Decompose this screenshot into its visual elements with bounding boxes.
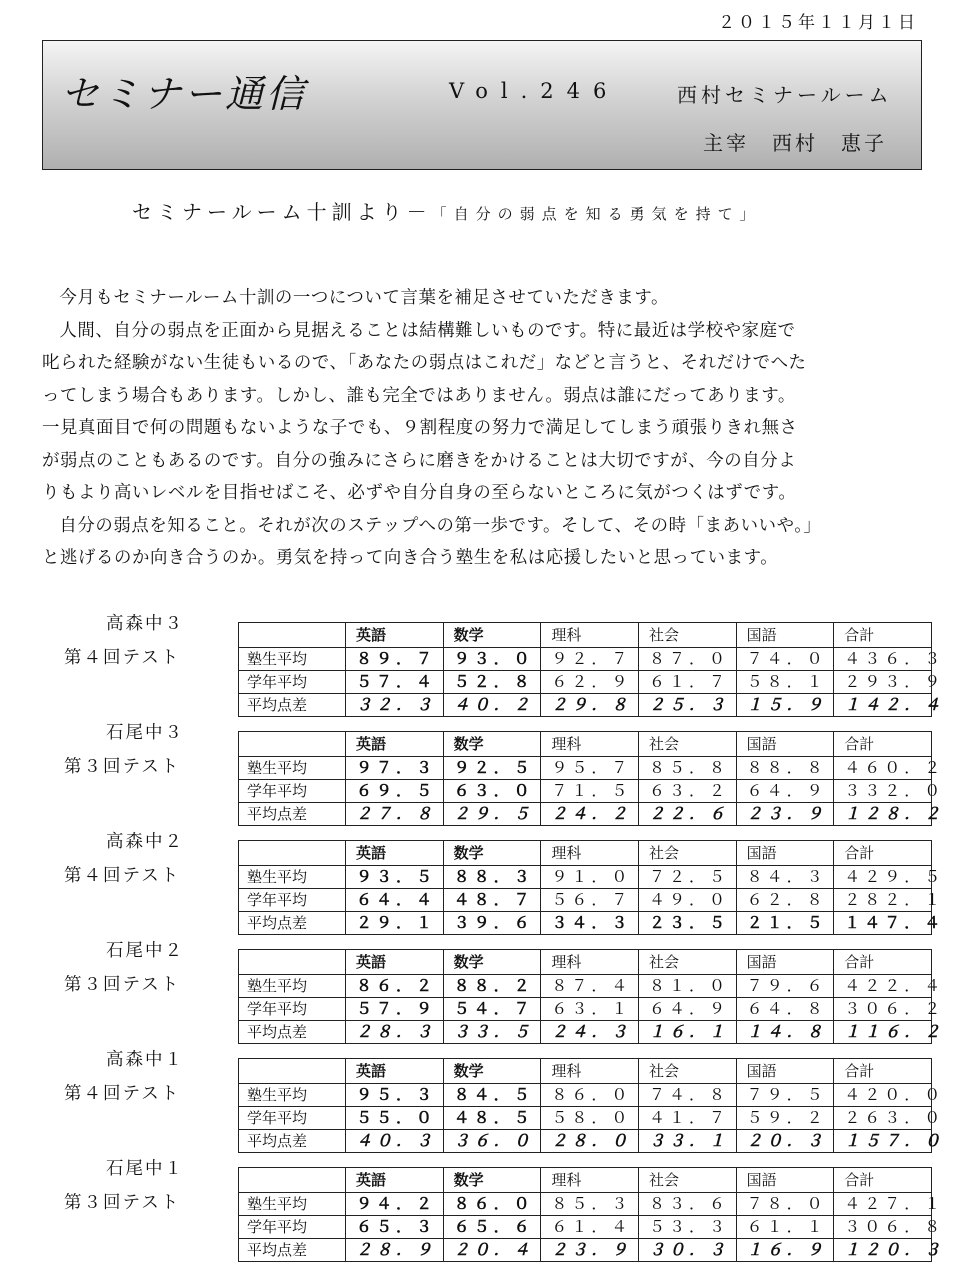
score-cell: ２４．２ xyxy=(541,803,639,826)
score-cell: ２３．９ xyxy=(736,803,834,826)
body-line: ってしまう場合もあります。しかし、誰も完全ではありません。弱点は誰にだってあります。 xyxy=(42,385,796,406)
article-heading-quote: 「自分の弱点を知る勇気を持て」 xyxy=(431,205,762,223)
subject-header: 数学 xyxy=(443,1059,541,1084)
score-cell: ６４．９ xyxy=(736,780,834,803)
score-cell: ４０．２ xyxy=(443,694,541,717)
body-line: と逃げるのか向き合うのか。勇気を持って向き合う塾生を私は応援したいと思っています。 xyxy=(42,548,779,568)
score-cell: ５４．７ xyxy=(443,998,541,1021)
table-row xyxy=(239,1216,932,1239)
score-cell: ４０．３ xyxy=(346,1130,444,1153)
row-label: 塾生平均 xyxy=(239,1193,346,1216)
score-cell: ７４．８ xyxy=(638,1084,736,1107)
score-cell: ６４．４ xyxy=(346,889,444,912)
table-header-row xyxy=(239,950,932,975)
score-cell: ８８．２ xyxy=(443,975,541,998)
header-blank-cell xyxy=(239,1168,346,1193)
body-line: りもより高いレベルを目指せばこそ、必ずや自分自身の至らないところに気がつくはずです。 xyxy=(42,483,797,503)
score-cell: ６５．６ xyxy=(443,1216,541,1239)
row-label: 学年平均 xyxy=(239,1216,346,1239)
score-cell: ８９．７ xyxy=(346,648,444,671)
table-row xyxy=(239,671,932,694)
table-row xyxy=(239,889,932,912)
subject-header: 数学 xyxy=(443,732,541,757)
score-cell: ２８．０ xyxy=(541,1130,639,1153)
table-row xyxy=(239,1084,932,1107)
score-cell: ４２０．０ xyxy=(834,1084,932,1107)
score-cell: ８４．３ xyxy=(736,866,834,889)
score-cell: ３４．３ xyxy=(541,912,639,935)
newsletter-header xyxy=(42,40,922,170)
subject-header: 理科 xyxy=(541,1059,639,1084)
score-cell: ７８．０ xyxy=(736,1193,834,1216)
score-table xyxy=(238,622,945,717)
score-cell: １４７．４ xyxy=(834,912,932,935)
subject-header: 社会 xyxy=(638,1059,736,1084)
score-cell: ９２．５ xyxy=(443,757,541,780)
score-cell: ６１．４ xyxy=(541,1216,639,1239)
subject-header: 数学 xyxy=(443,950,541,975)
row-label: 塾生平均 xyxy=(239,866,346,889)
subject-header: 合計 xyxy=(834,950,932,975)
table-header-row xyxy=(239,623,932,648)
header-blank-cell xyxy=(239,623,346,648)
table-row xyxy=(239,998,932,1021)
score-cell: ８１．０ xyxy=(638,975,736,998)
score-cell: １５７．０ xyxy=(834,1130,932,1153)
subject-header: 英語 xyxy=(346,1168,444,1193)
table-header-row xyxy=(239,841,932,866)
school-name: 高森中２ xyxy=(106,832,184,852)
score-cell: ４１．７ xyxy=(638,1107,736,1130)
score-cell: ５８．０ xyxy=(541,1107,639,1130)
score-cell: １５．９ xyxy=(736,694,834,717)
body-line: 叱られた経験がない生徒もいるので、「あなたの弱点はこれだ」などと言うと、それだけでへた xyxy=(42,353,807,373)
table-row xyxy=(239,1107,932,1130)
author-name: 主宰 西村 恵子 xyxy=(703,131,887,155)
score-cell: ２９．８ xyxy=(541,694,639,717)
row-label: 学年平均 xyxy=(239,1107,346,1130)
subject-header: 合計 xyxy=(834,1168,932,1193)
score-cell: ６２．８ xyxy=(736,889,834,912)
score-table xyxy=(238,840,945,935)
score-cell: １２０．３ xyxy=(834,1239,932,1262)
subject-header: 社会 xyxy=(638,841,736,866)
header-blank-cell xyxy=(239,732,346,757)
subject-header: 社会 xyxy=(638,732,736,757)
score-cell: ２０．４ xyxy=(443,1239,541,1262)
subject-header: 英語 xyxy=(346,623,444,648)
header-blank-cell xyxy=(239,841,346,866)
score-cell: ２８２．１ xyxy=(834,889,932,912)
row-label: 平均点差 xyxy=(239,1239,346,1262)
score-cell: ４２７．１ xyxy=(834,1193,932,1216)
table-header-row xyxy=(239,1168,932,1193)
score-cell: ９７．３ xyxy=(346,757,444,780)
score-cell: ６３．１ xyxy=(541,998,639,1021)
score-cell: ９５．７ xyxy=(541,757,639,780)
table-row xyxy=(239,866,932,889)
subject-header: 数学 xyxy=(443,1168,541,1193)
subject-header: 合計 xyxy=(834,1059,932,1084)
row-label: 塾生平均 xyxy=(239,648,346,671)
table-row xyxy=(239,975,932,998)
score-cell: １６．９ xyxy=(736,1239,834,1262)
score-cell: ５８．１ xyxy=(736,671,834,694)
subject-header: 理科 xyxy=(541,841,639,866)
score-cell: ８８．３ xyxy=(443,866,541,889)
test-name: 第４回テスト xyxy=(64,1084,181,1104)
row-label: 平均点差 xyxy=(239,803,346,826)
row-label: 学年平均 xyxy=(239,889,346,912)
score-table xyxy=(238,949,945,1044)
table-row xyxy=(239,757,932,780)
row-label: 学年平均 xyxy=(239,671,346,694)
subject-header: 社会 xyxy=(638,623,736,648)
subject-header: 英語 xyxy=(346,1059,444,1084)
score-cell: ８５．８ xyxy=(638,757,736,780)
organization-name: 西村セミナールーム xyxy=(677,83,893,107)
score-cell: ２６３．０ xyxy=(834,1107,932,1130)
row-label: 塾生平均 xyxy=(239,975,346,998)
score-cell: ４２２．４ xyxy=(834,975,932,998)
article-heading xyxy=(132,196,762,225)
subject-header: 数学 xyxy=(443,841,541,866)
subject-header: 理科 xyxy=(541,623,639,648)
score-cell: ６４．８ xyxy=(736,998,834,1021)
score-cell: ４３６．３ xyxy=(834,648,932,671)
score-cell: ７１．５ xyxy=(541,780,639,803)
score-cell: ８６．０ xyxy=(443,1193,541,1216)
body-line: 自分の弱点を知ること。それが次のステップへの第一歩です。そして、その時「まあいいや。」 xyxy=(59,515,822,536)
table-row xyxy=(239,1239,932,1262)
score-cell: ６４．９ xyxy=(638,998,736,1021)
subject-header: 理科 xyxy=(541,732,639,757)
score-cell: ４６０．２ xyxy=(834,757,932,780)
row-label: 塾生平均 xyxy=(239,1084,346,1107)
score-cell: ６３．２ xyxy=(638,780,736,803)
score-cell: ３０６．８ xyxy=(834,1216,932,1239)
table-row xyxy=(239,1130,932,1153)
score-cell: ３３２．０ xyxy=(834,780,932,803)
score-cell: ９３．５ xyxy=(346,866,444,889)
subject-header: 英語 xyxy=(346,950,444,975)
score-cell: ３２．３ xyxy=(346,694,444,717)
score-cell: ２９．１ xyxy=(346,912,444,935)
score-cell: ４２９．５ xyxy=(834,866,932,889)
table-row xyxy=(239,780,932,803)
table-row xyxy=(239,694,932,717)
table-row xyxy=(239,648,932,671)
subject-header: 英語 xyxy=(346,841,444,866)
test-name: 第４回テスト xyxy=(64,866,181,886)
row-label: 平均点差 xyxy=(239,1021,346,1044)
score-cell: ３９．６ xyxy=(443,912,541,935)
row-label: 平均点差 xyxy=(239,694,346,717)
score-cell: ７２．５ xyxy=(638,866,736,889)
score-cell: ４８．５ xyxy=(443,1107,541,1130)
score-cell: ５２．８ xyxy=(443,671,541,694)
subject-header: 理科 xyxy=(541,950,639,975)
score-cell: １２８．２ xyxy=(834,803,932,826)
subject-header: 合計 xyxy=(834,623,932,648)
score-cell: ５７．４ xyxy=(346,671,444,694)
subject-header: 数学 xyxy=(443,623,541,648)
score-cell: ２９３．９ xyxy=(834,671,932,694)
score-cell: ２４．３ xyxy=(541,1021,639,1044)
subject-header: 国語 xyxy=(736,623,834,648)
score-cell: ６９．５ xyxy=(346,780,444,803)
score-cell: ９２．７ xyxy=(541,648,639,671)
score-cell: ７４．０ xyxy=(736,648,834,671)
score-cell: ８７．４ xyxy=(541,975,639,998)
row-label: 学年平均 xyxy=(239,998,346,1021)
score-cell: ８７．０ xyxy=(638,648,736,671)
subject-header: 理科 xyxy=(541,1168,639,1193)
score-cell: ９１．０ xyxy=(541,866,639,889)
test-name: 第３回テスト xyxy=(64,1193,181,1213)
score-cell: ４９．０ xyxy=(638,889,736,912)
score-cell: ８３．６ xyxy=(638,1193,736,1216)
score-cell: ９４．２ xyxy=(346,1193,444,1216)
score-cell: ６５．３ xyxy=(346,1216,444,1239)
score-cell: ２８．９ xyxy=(346,1239,444,1262)
score-cell: ８６．２ xyxy=(346,975,444,998)
subject-header: 英語 xyxy=(346,732,444,757)
score-cell: ５９．２ xyxy=(736,1107,834,1130)
subject-header: 合計 xyxy=(834,732,932,757)
score-cell: ２９．５ xyxy=(443,803,541,826)
body-line: 一見真面目で何の問題もないような子でも、９割程度の努力で満足してしまう頑張りきれ無さ xyxy=(42,418,798,438)
test-name: 第４回テスト xyxy=(64,648,181,668)
score-cell: ３０６．２ xyxy=(834,998,932,1021)
subject-header: 合計 xyxy=(834,841,932,866)
score-cell: ７９．６ xyxy=(736,975,834,998)
row-label: 平均点差 xyxy=(239,912,346,935)
table-header-row xyxy=(239,1059,932,1084)
score-cell: ６３．０ xyxy=(443,780,541,803)
table-header-row xyxy=(239,732,932,757)
score-cell: ６１．７ xyxy=(638,671,736,694)
score-cell: ２３．９ xyxy=(541,1239,639,1262)
newsletter-title: セミナー通信 xyxy=(61,72,308,116)
score-cell: ２２．６ xyxy=(638,803,736,826)
subject-header: 国語 xyxy=(736,950,834,975)
table-row xyxy=(239,1021,932,1044)
score-cell: ５６．７ xyxy=(541,889,639,912)
score-cell: ２０．３ xyxy=(736,1130,834,1153)
body-line: 今月もセミナールーム十訓の一つについて言葉を補足させていただきます。 xyxy=(59,288,669,308)
table-row xyxy=(239,1193,932,1216)
score-cell: ９５．３ xyxy=(346,1084,444,1107)
row-label: 塾生平均 xyxy=(239,757,346,780)
school-name: 石尾中１ xyxy=(106,1159,184,1179)
header-blank-cell xyxy=(239,1059,346,1084)
subject-header: 国語 xyxy=(736,1059,834,1084)
subject-header: 国語 xyxy=(736,732,834,757)
score-cell: ５３．３ xyxy=(638,1216,736,1239)
subject-header: 社会 xyxy=(638,1168,736,1193)
score-cell: ８５．３ xyxy=(541,1193,639,1216)
row-label: 学年平均 xyxy=(239,780,346,803)
body-line: 人間、自分の弱点を正面から見据えることは結構難しいものです。特に最近は学校や家庭で xyxy=(59,320,796,341)
score-cell: ２８．３ xyxy=(346,1021,444,1044)
score-cell: ６２．９ xyxy=(541,671,639,694)
score-cell: ８６．０ xyxy=(541,1084,639,1107)
school-name: 高森中３ xyxy=(106,614,184,634)
score-cell: １６．１ xyxy=(638,1021,736,1044)
score-cell: ３６．０ xyxy=(443,1130,541,1153)
score-table xyxy=(238,1058,945,1153)
body-line: が弱点のこともあるのです。自分の強みにさらに磨きをかけることは大切ですが、今の自分よ xyxy=(42,450,797,471)
subject-header: 国語 xyxy=(736,841,834,866)
score-cell: １４．８ xyxy=(736,1021,834,1044)
header-blank-cell xyxy=(239,950,346,975)
score-cell: ３０．３ xyxy=(638,1239,736,1262)
score-cell: ２１．５ xyxy=(736,912,834,935)
score-cell: ５５．０ xyxy=(346,1107,444,1130)
row-label: 平均点差 xyxy=(239,1130,346,1153)
score-cell: ７９．５ xyxy=(736,1084,834,1107)
score-table xyxy=(238,731,945,826)
score-cell: ８４．５ xyxy=(443,1084,541,1107)
score-cell: ３３．１ xyxy=(638,1130,736,1153)
volume-number: Vol.246 xyxy=(449,79,620,103)
score-cell: ２５．３ xyxy=(638,694,736,717)
school-name: 石尾中２ xyxy=(106,941,184,961)
school-name: 高森中１ xyxy=(106,1050,184,1070)
score-cell: ２７．８ xyxy=(346,803,444,826)
test-name: 第３回テスト xyxy=(64,975,181,995)
score-cell: ５７．９ xyxy=(346,998,444,1021)
score-cell: ８８．８ xyxy=(736,757,834,780)
test-name: 第３回テスト xyxy=(64,757,181,777)
article-heading-main: セミナールーム十訓より－ xyxy=(132,200,432,224)
score-cell: ２３．５ xyxy=(638,912,736,935)
issue-date: ２０１５年１１月１日 xyxy=(718,13,918,33)
subject-header: 国語 xyxy=(736,1168,834,1193)
table-row xyxy=(239,912,932,935)
score-table xyxy=(238,1167,945,1262)
subject-header: 社会 xyxy=(638,950,736,975)
school-name: 石尾中３ xyxy=(106,723,184,743)
score-cell: ６１．１ xyxy=(736,1216,834,1239)
score-cell: ９３．０ xyxy=(443,648,541,671)
score-cell: １１６．２ xyxy=(834,1021,932,1044)
article-body xyxy=(42,282,924,575)
score-cell: ３３．５ xyxy=(443,1021,541,1044)
table-row xyxy=(239,803,932,826)
score-cell: ４８．７ xyxy=(443,889,541,912)
score-cell: １４２．４ xyxy=(834,694,932,717)
